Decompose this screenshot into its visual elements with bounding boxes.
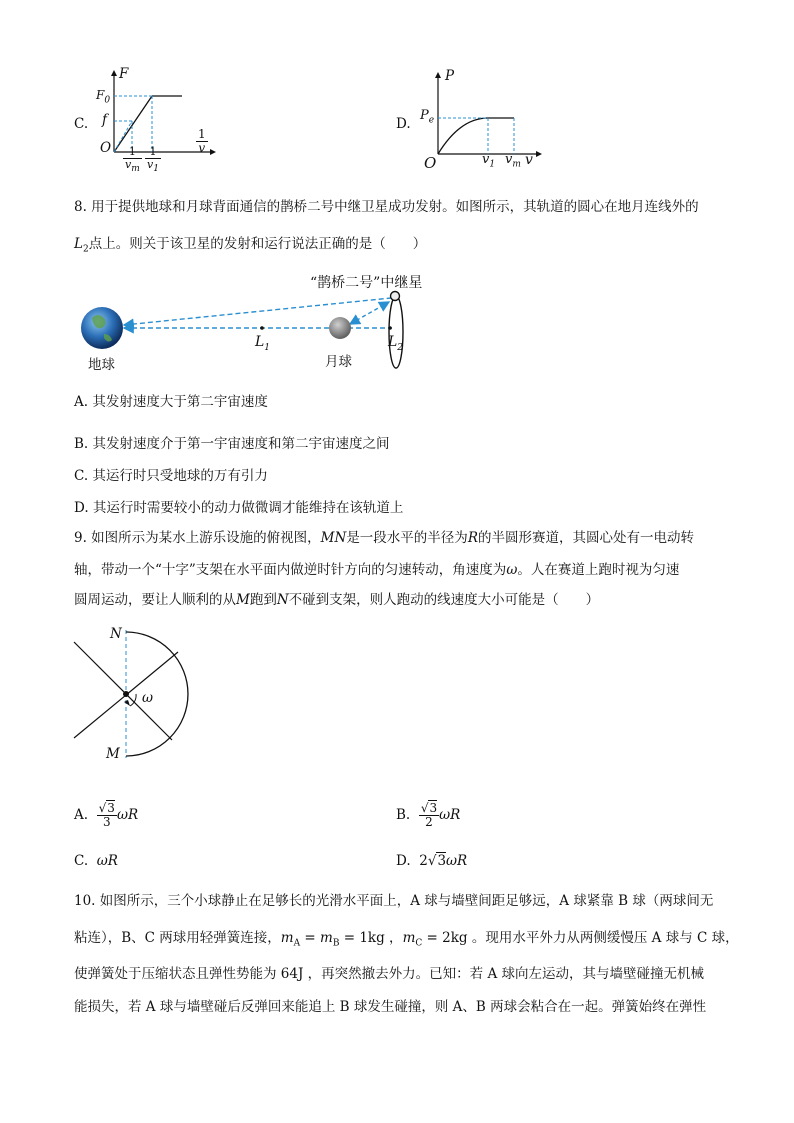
q10-text-line-2: 粘连），B、C 两球用轻弹簧连接，$m_A = m_B = 1kg$ ，$m_C = 2kg$ 。现用水平外力从两侧缓慢压 A 球与 C 球， bbox=[74, 930, 739, 949]
q9-option-b: B. $\frac{√3}{2}$ ωR bbox=[396, 801, 461, 830]
q8-text-line-2: $L_2$点上。则关于该卫星的发射和运行说法正确的是（ ） bbox=[74, 236, 427, 255]
satellite-icon bbox=[391, 292, 400, 301]
q8-text-line-1: 8. 用于提供地球和月球背面通信的鹊桥二号中继卫星成功发射。如图所示，其轨道的圆心在地月连线外的 bbox=[74, 199, 699, 215]
graph-d-pe-label: $P_e$ bbox=[420, 108, 435, 126]
graph-c-f-label: f bbox=[102, 112, 107, 128]
q8-fig-moon-label: 月球 bbox=[325, 354, 352, 370]
graph-c-origin: O bbox=[100, 140, 112, 156]
graph-d-x-axis-label: v bbox=[525, 152, 533, 168]
graph-c-y-axis-label: F bbox=[119, 66, 129, 82]
q10-text-line-3: 使弹簧处于压缩状态且弹性势能为 64J ，再突然撤去外力。已知：若 A 球向左运动，其与墙壁碰撞无机械 bbox=[74, 966, 705, 982]
q8-fig-earth-label: 地球 bbox=[88, 357, 115, 373]
graph-c-tick-1-over-v1: $\frac{1}{v_1}$ bbox=[147, 145, 159, 175]
graph-c-tick-1-over-vm: $\frac{1}{v_m}$ bbox=[125, 145, 140, 175]
graph-d-y-axis-label: P bbox=[445, 68, 455, 84]
q8-earth-moon-satellite-figure bbox=[74, 268, 494, 378]
graph-d-v1-label: $v_1$ bbox=[482, 152, 496, 170]
moon-icon bbox=[329, 317, 351, 339]
option-c-label: C. bbox=[74, 116, 89, 132]
q9-text-line-3: 圆周运动，要让人顺利的从M跑到N不碰到支架，则人跑动的线速度大小可能是（ ） bbox=[74, 592, 600, 608]
graph-d-origin: O bbox=[424, 154, 437, 172]
q9-text-line-1: 9. 如图所示为某水上游乐设施的俯视图，MN是一段水平的半径为R的半圆形赛道，其圆心处有一电动转 bbox=[74, 530, 694, 546]
graph-c-f0-label: $F_0$ bbox=[96, 88, 111, 106]
q9-text-line-2: 轴，带动一个“十字”支架在水平面内做逆时针方向的匀速转动，角速度为ω。人在赛道上跑时视为匀速 bbox=[74, 562, 680, 578]
q8-fig-l2-label: $L_2$ bbox=[388, 334, 404, 353]
q8-option-c: C. 其运行时只受地球的万有引力 bbox=[74, 468, 268, 484]
q8-fig-satellite-label: “鹊桥二号”中继星 bbox=[310, 275, 423, 291]
q8-option-b: B. 其发射速度介于第一宇宙速度和第二宇宙速度之间 bbox=[74, 436, 390, 452]
q9-option-a: A. $\frac{√3}{3}$ ωR bbox=[74, 801, 139, 830]
q9-fig-m-label: M bbox=[106, 746, 120, 762]
q9-option-d: D. 2√3ωR bbox=[396, 853, 468, 869]
q9-fig-n-label: N bbox=[110, 626, 122, 642]
q9-track-figure bbox=[66, 620, 206, 770]
q9-option-c: C. ωR bbox=[74, 853, 118, 869]
q8-fig-l1-label: $L_1$ bbox=[255, 334, 271, 353]
q8-option-d: D. 其运行时需要较小的动力做微调才能维持在该轨道上 bbox=[74, 500, 404, 516]
q10-text-line-4: 能损失，若 A 球与墙壁碰后反弹回来能追上 B 球发生碰撞，则 A、B 两球会粘合在一起。弹簧始终在弹性 bbox=[74, 999, 707, 1015]
graph-c-x-axis-label: $\frac{1}{v}$ bbox=[198, 127, 206, 156]
q8-option-a: A. 其发射速度大于第二宇宙速度 bbox=[74, 394, 268, 410]
option-d-label: D. bbox=[396, 116, 411, 132]
q9-fig-omega-label: ω bbox=[142, 690, 154, 706]
q10-text-line-1: 10. 如图所示，三个小球静止在足够长的光滑水平面上，A 球与墙壁间距足够远，A 球紧靠 B 球（两球间无 bbox=[74, 893, 714, 909]
graph-d-vm-label: $v_m$ bbox=[505, 152, 521, 170]
